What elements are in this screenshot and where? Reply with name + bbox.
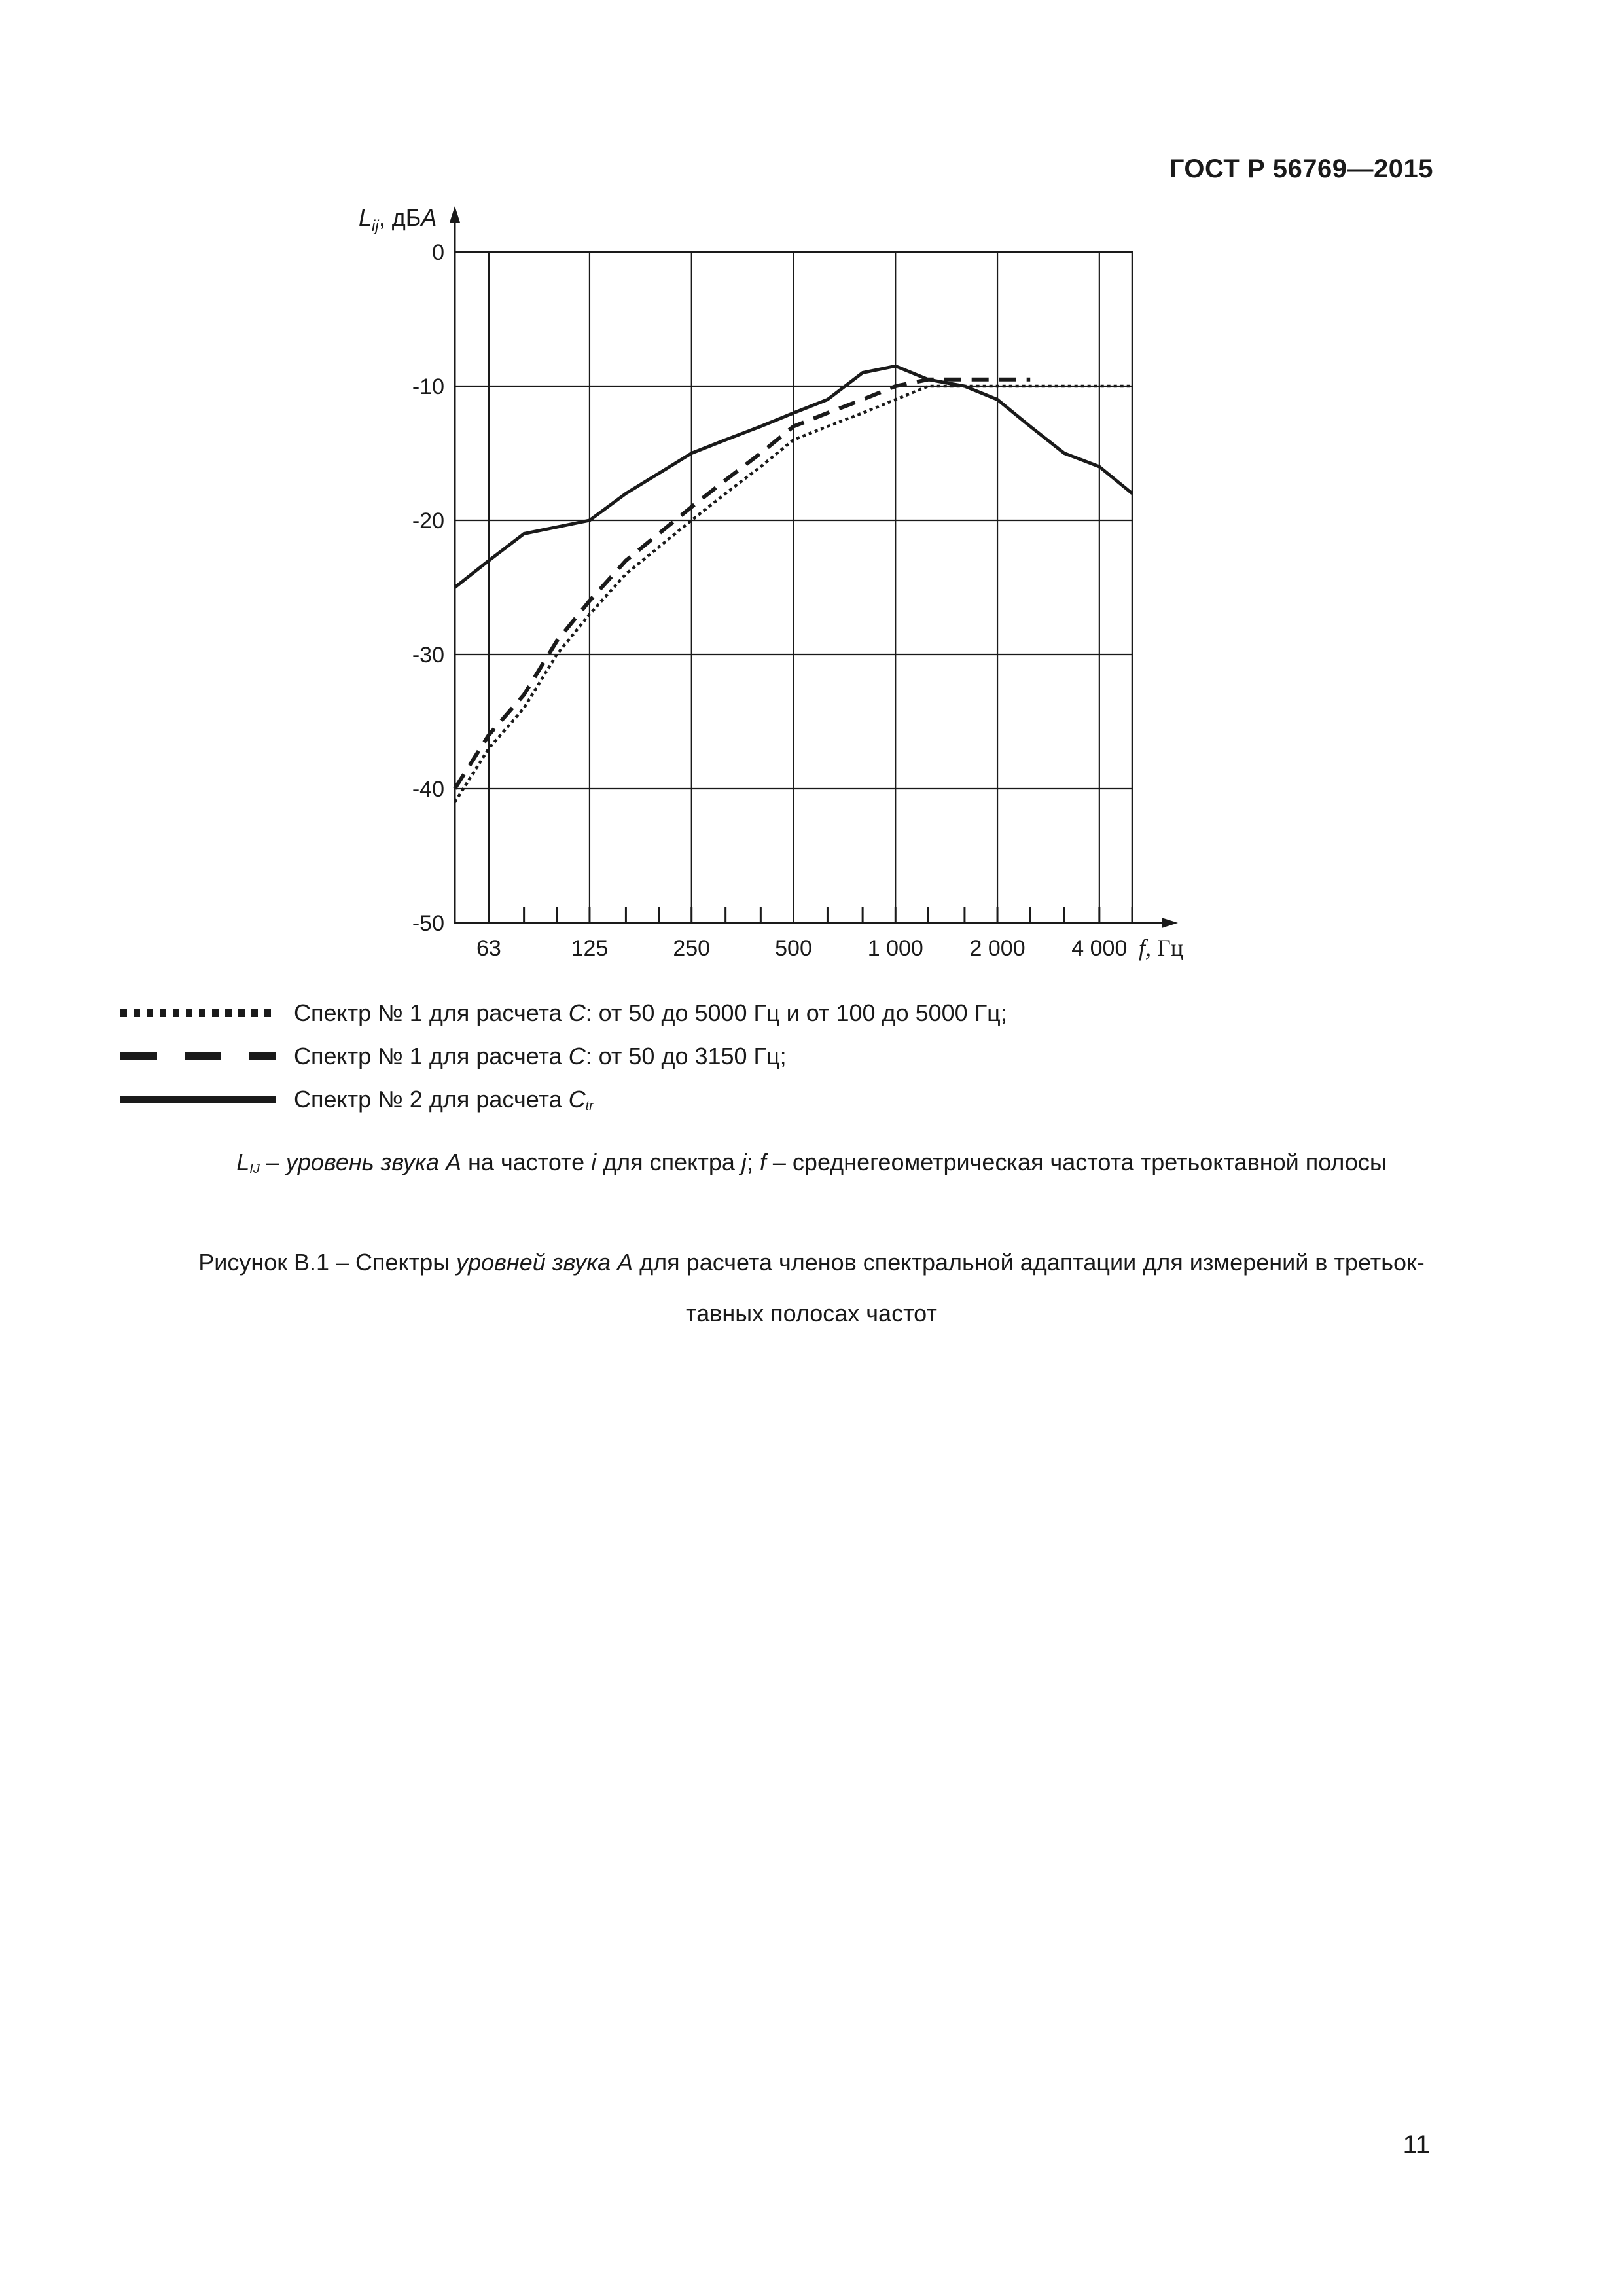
x-tick-label: 2 000 xyxy=(969,936,1026,961)
x-tick-label: 4 000 xyxy=(1071,936,1128,961)
caption-line-2: тавных полосах частот xyxy=(686,1300,937,1327)
dotted-line-swatch xyxy=(118,1003,278,1023)
y-axis-label: $L_{ij}$, дБА xyxy=(359,204,437,235)
y-tick-label: -40 xyxy=(412,777,444,802)
chart-axes xyxy=(450,206,1178,928)
solid-line-swatch xyxy=(118,1090,278,1109)
document-header: ГОСТ Р 56769—2015 xyxy=(1169,154,1433,183)
chart-legend xyxy=(118,992,1007,1121)
legend-label-dashed: Спектр № 1 для расчета C: от 50 до 3150 Гц; xyxy=(294,1043,787,1069)
x-tick-label: 250 xyxy=(673,936,711,961)
x-tick-label: 500 xyxy=(775,936,812,961)
y-tick-label: 0 xyxy=(432,240,444,265)
legend-item-solid xyxy=(118,1078,1007,1121)
caption-line-1: Рисунок В.1 – Спектры уровней звука А для расчета членов спектральной адаптации для измерений в третьок- xyxy=(198,1249,1425,1276)
x-axis-arrow xyxy=(1162,918,1178,928)
legend-label-dotted: Спектр № 1 для расчета C: от 50 до 5000 Гц и от 100 до 5000 Гц; xyxy=(294,999,1007,1026)
y-tick-label: -50 xyxy=(412,911,444,936)
chart-grid xyxy=(455,252,1132,923)
y-tick-label: -10 xyxy=(412,374,444,399)
x-tick-label: 63 xyxy=(476,936,501,961)
spectrum-chart xyxy=(0,0,1623,982)
chart-note: $L_{IJ}$ – уровень звука А на частоте i для спектра j; f – среднегеометрическая частота третьоктавной полосы xyxy=(236,1149,1387,1176)
chart-labels xyxy=(359,204,1183,961)
y-tick-label: -20 xyxy=(412,509,444,533)
series-line-dashed xyxy=(455,380,1030,789)
x-tick-label: 125 xyxy=(571,936,609,961)
figure-caption xyxy=(124,1237,1499,1339)
legend-label-solid: Спектр № 2 для расчета $C_{tr}$ xyxy=(294,1085,594,1113)
x-tick-label: 1 000 xyxy=(867,936,923,961)
y-tick-label: -30 xyxy=(412,643,444,668)
page-number: 11 xyxy=(1402,2130,1430,2159)
legend-item-dotted xyxy=(118,992,1007,1035)
dashed-line-swatch xyxy=(118,1047,278,1066)
legend-item-dashed xyxy=(118,1035,1007,1078)
y-axis-arrow xyxy=(450,206,460,223)
x-axis-label: f, Гц xyxy=(1139,935,1184,961)
